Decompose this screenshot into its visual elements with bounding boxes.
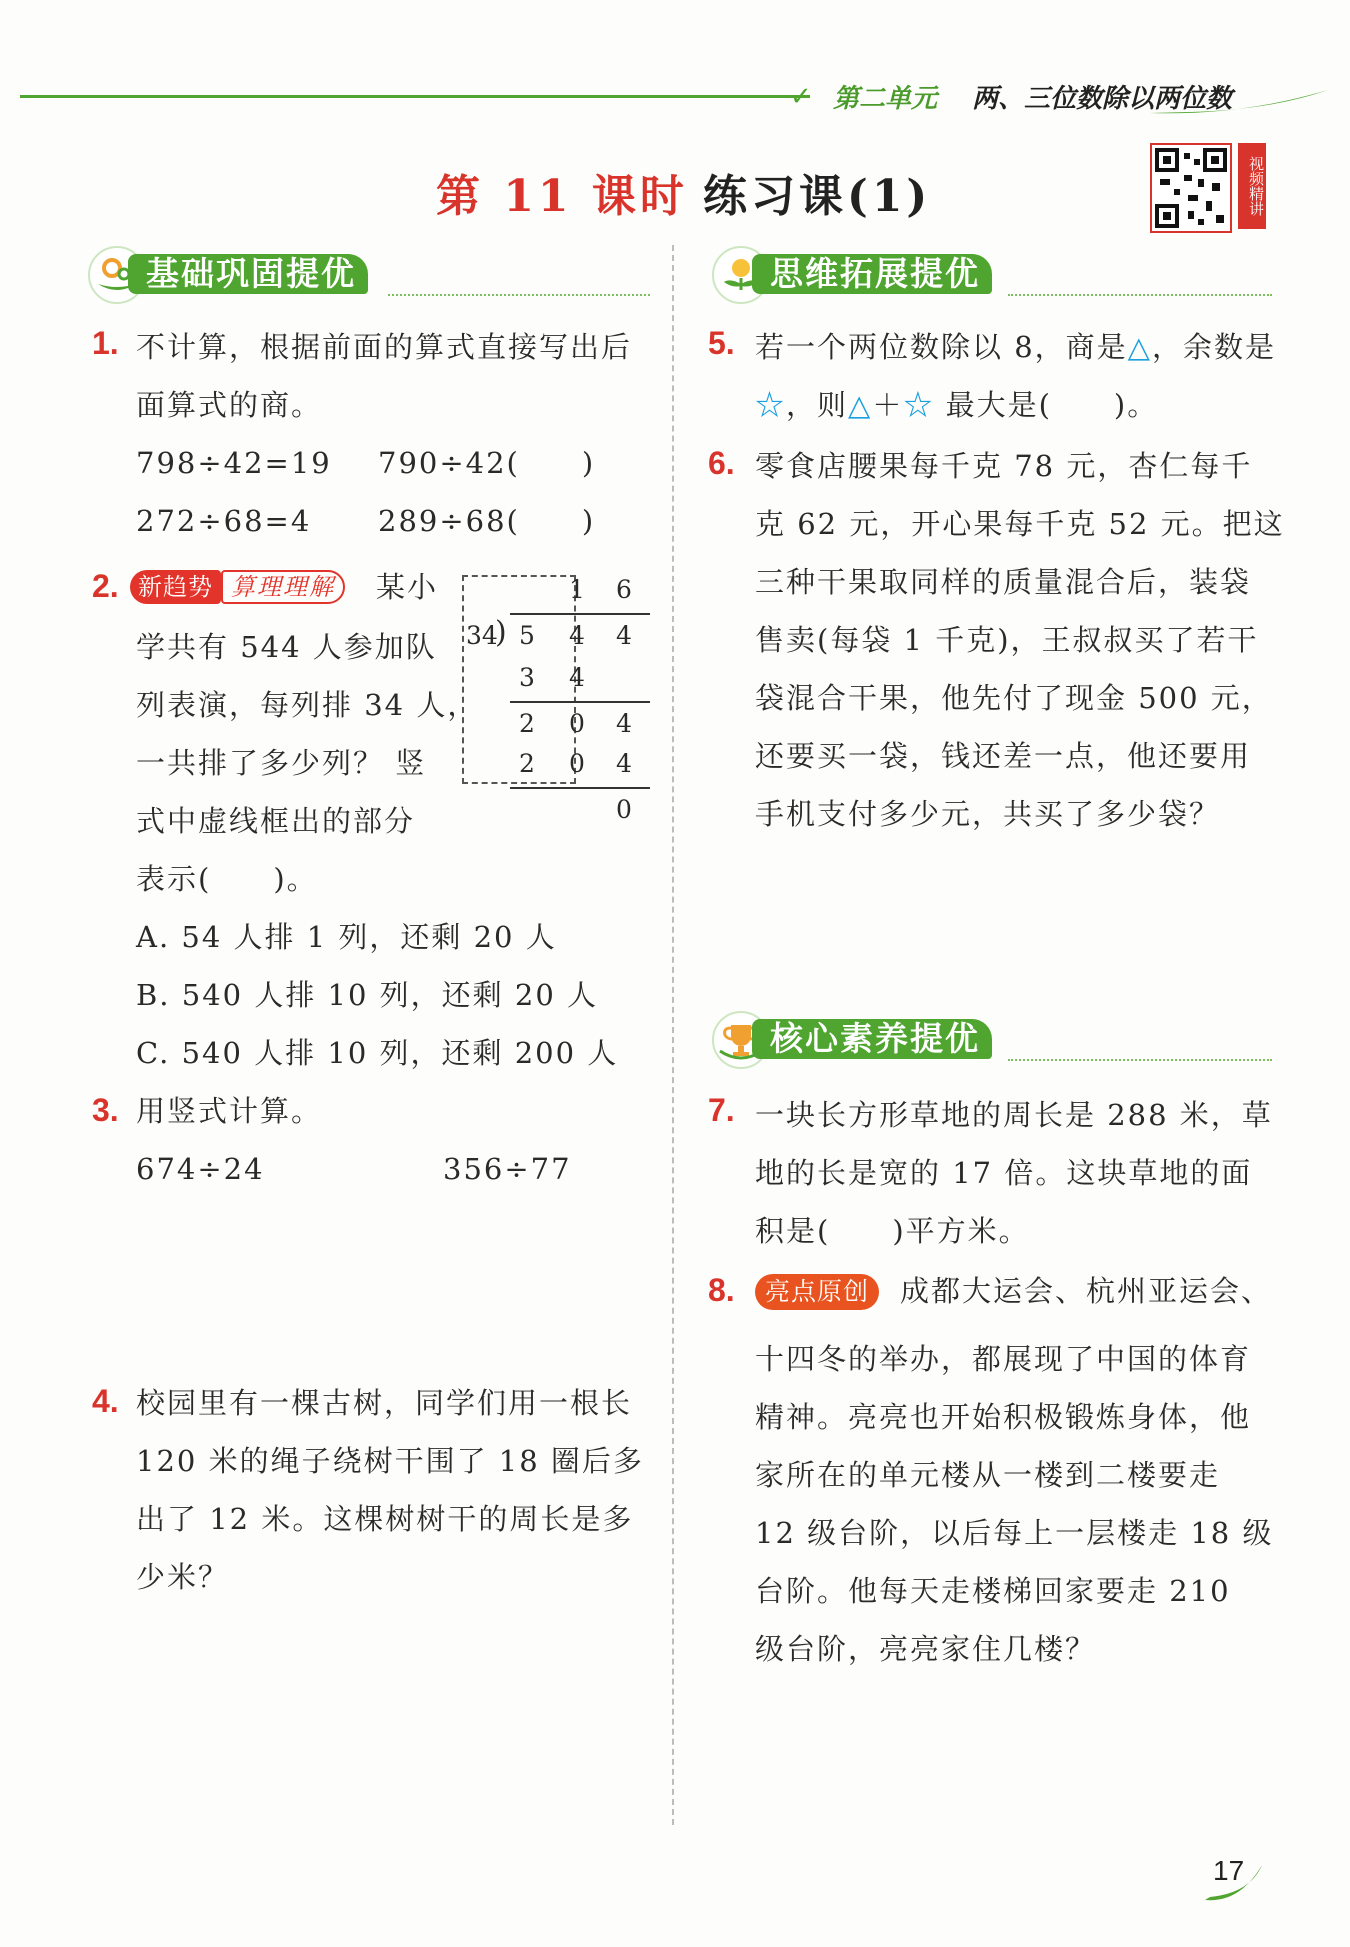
q2-option-c[interactable]: C. 540 人排 10 列，还剩 200 人	[136, 1036, 619, 1070]
q7-answer-blank[interactable]: 积是( )平方米。	[755, 1214, 1030, 1248]
unit-topic: 两、三位数除以两位数	[972, 84, 1233, 114]
product-digit: 2	[519, 749, 535, 778]
q6-text: 售卖(每袋 1 千克)，王叔叔买了若干	[755, 623, 1259, 657]
dividend-digit: 4	[569, 621, 585, 650]
q2-option-b[interactable]: B. 540 人排 10 列，还剩 20 人	[136, 978, 598, 1012]
q8-text: 精神。亮亮也开始积极锻炼身体，他	[755, 1400, 1252, 1434]
q2-text: 列表演，每列排 34 人，	[136, 688, 479, 722]
q4-text: 出了 12 米。这棵树树干的周长是多	[136, 1502, 634, 1536]
q8-text: 家所在的单元楼从一楼到二楼要走	[755, 1458, 1221, 1492]
q6-text: 袋混合干果，他先付了现金 500 元，	[755, 681, 1273, 715]
remainder-digit: 0	[569, 709, 585, 738]
quotient-digit: 1	[569, 575, 585, 604]
subtraction-line	[510, 787, 650, 789]
product-digit: 0	[569, 749, 585, 778]
q8-text: 12 级台阶，以后每上一层楼走 18 级	[755, 1516, 1274, 1550]
q4-text: 校园里有一棵古树，同学们用一根长	[136, 1386, 633, 1420]
q8-text: 成都大运会、杭州亚运会、	[900, 1274, 1273, 1308]
section-thinking-banner	[712, 250, 1272, 296]
section-core-banner	[712, 1015, 1272, 1061]
q2-tags	[130, 570, 345, 604]
q1-text: 不计算，根据前面的算式直接写出后	[136, 330, 633, 364]
original-highlight-tag: 亮点原创	[755, 1274, 879, 1310]
triangle-icon: △	[848, 388, 873, 422]
q6-text: 克 62 元，开心果每千克 52 元。把这	[755, 507, 1285, 541]
q2-text: 学共有 544 人参加队	[136, 630, 437, 664]
product-digit: 3	[519, 663, 535, 692]
reasoning-tag: 算理理解	[221, 570, 345, 604]
section-thinking-title: 思维拓展提优	[752, 254, 992, 294]
section-rule	[1008, 294, 1272, 296]
q6-text: 手机支付多少元，共买了多少袋？	[755, 797, 1221, 831]
divisor: 34	[466, 621, 498, 650]
unit-label: 第二单元	[833, 84, 938, 114]
q6-text: 零食店腰果每千克 78 元，杏仁每千	[755, 449, 1253, 483]
question-number: 6.	[708, 445, 735, 481]
product-digit: 4	[616, 749, 632, 778]
question-number: 4.	[92, 1383, 119, 1419]
dividend-digit: 5	[519, 621, 535, 650]
plus-sign: ＋	[872, 388, 904, 422]
question-number: 2.	[92, 568, 119, 604]
q5-text: ，余数是	[1151, 330, 1276, 364]
q5-text: 若一个两位数除以 8，商是	[755, 330, 1128, 364]
product-digit: 4	[569, 663, 585, 692]
q4-text: 少米？	[136, 1560, 230, 1594]
star-icon: ☆	[903, 388, 935, 422]
check-icon: ✓	[790, 82, 812, 112]
q2-text: 一共排了多少列？ 竖	[136, 746, 427, 780]
quotient-digit: 6	[616, 575, 632, 604]
q7-text: 一块长方形草地的周长是 288 米，草	[755, 1098, 1273, 1132]
q6-text: 三种干果取同样的质量混合后，装袋	[755, 565, 1252, 599]
page-number: 17	[1213, 1855, 1245, 1886]
question-number: 5.	[708, 325, 735, 361]
q3-expression: 356÷77	[443, 1152, 572, 1186]
q5-answer-blank[interactable]: 最大是( )。	[934, 388, 1159, 422]
q7-text: 地的长是宽的 17 倍。这块草地的面	[755, 1156, 1253, 1190]
q1-equation: 272÷68=4	[136, 504, 312, 538]
q2-option-a[interactable]: A. 54 人排 1 列，还剩 20 人	[136, 920, 557, 954]
division-bracket: )	[495, 615, 507, 650]
q8-text: 十四冬的举办，都展现了中国的体育	[755, 1342, 1252, 1376]
q2-text: 式中虚线框出的部分	[136, 804, 416, 838]
q2-text: 某小	[376, 570, 439, 604]
dividend-digit: 4	[616, 621, 632, 650]
q1-equation: 798÷42=19	[136, 446, 332, 480]
q8-text: 级台阶，亮亮家住几楼？	[755, 1632, 1097, 1666]
qr-code-icon[interactable]	[1150, 143, 1232, 233]
q1-answer-blank[interactable]: 790÷42( )	[378, 446, 596, 480]
q1-text: 面算式的商。	[136, 388, 323, 422]
lesson-title: 练习课(1)	[703, 171, 932, 222]
triangle-icon: △	[1127, 330, 1152, 364]
remainder-digit: 4	[616, 709, 632, 738]
long-division	[462, 575, 652, 845]
swoosh-icon	[1150, 88, 1330, 118]
header-rule	[20, 95, 810, 98]
question-number: 8.	[708, 1272, 735, 1308]
q1-answer-blank[interactable]: 289÷68( )	[378, 504, 596, 538]
q2-answer-blank[interactable]: 表示( )。	[136, 862, 318, 896]
question-number: 7.	[708, 1092, 735, 1128]
section-basic-banner	[88, 250, 650, 296]
section-basic-title: 基础巩固提优	[128, 254, 368, 294]
subtraction-line	[510, 701, 650, 703]
column-divider	[672, 245, 674, 1825]
qr-label: 视频精讲	[1238, 143, 1266, 229]
section-core-title: 核心素养提优	[752, 1019, 992, 1059]
question-number: 3.	[92, 1092, 119, 1128]
q3-text: 用竖式计算。	[136, 1094, 323, 1128]
question-number: 1.	[92, 325, 119, 361]
q5-line2	[755, 376, 1158, 434]
q5-line1	[755, 318, 1276, 376]
q5-text: ，则	[786, 388, 849, 422]
q4-text: 120 米的绳子绕树干围了 18 圈后多	[136, 1444, 644, 1478]
final-remainder: 0	[616, 795, 632, 824]
q8-text: 台阶。他每天走楼梯回家要走 210	[755, 1574, 1231, 1608]
star-icon: ☆	[755, 388, 787, 422]
lesson-number: 第 11 课时	[436, 171, 688, 222]
q6-text: 还要买一袋，钱还差一点，他还要用	[755, 739, 1252, 773]
section-rule	[1008, 1059, 1272, 1061]
division-bar	[510, 613, 650, 615]
q3-expression: 674÷24	[136, 1152, 265, 1186]
section-rule	[388, 294, 650, 296]
new-trend-tag: 新趋势	[130, 570, 221, 604]
remainder-digit: 2	[519, 709, 535, 738]
